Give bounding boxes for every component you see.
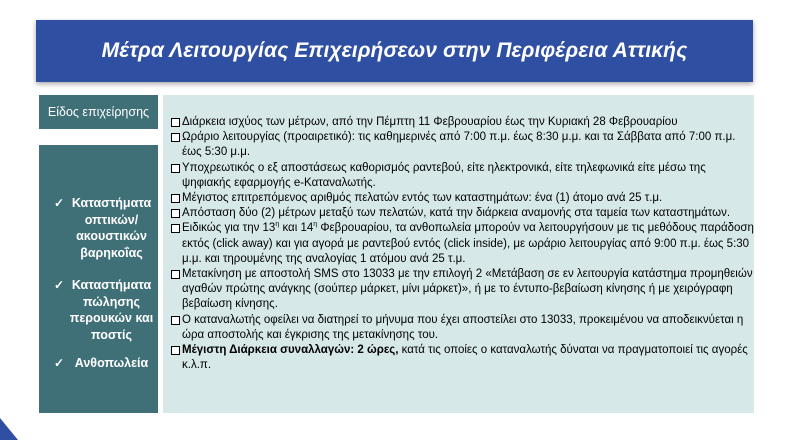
checkbox-bullet-icon [171,316,180,325]
business-type-label: Είδος επιχείρησης [47,105,150,119]
measure-item-max-customers [171,191,756,206]
measure-text: Μετακίνηση με αποστολή SMS στο 13033 με την επιλογή 2 «Μετάβαση σε εν λειτουργία κατάστημα προμηθειών αγαθών πρώτης ανάγκης (σούπερ μάρκετ, μίνι μάρκετ)», ή με το έντυπο-βεβαίωση κίνησης ή με χειρόγραφη βεβαίωση κίνησης. [182,268,753,311]
measure-item-duration [171,115,756,130]
slide-title: Μέτρα Λειτουργίας Επιχειρήσεων στην Περιφέρεια Αττικής [101,39,688,62]
checkbox-bullet-icon [171,164,180,173]
florists-intro-text: Ειδικώς για την 13 [182,222,276,235]
ordinal-superscript: η [313,221,318,229]
measure-item-florists [171,221,756,267]
florists-rest-text: Φεβρουαρίου, τα ανθοπωλεία μπορούν να λειτουργήσουν με τις μεθόδους παράδοση εκτός (click away) και για αγορά με ραντεβού εντός (click inside), με ωράριο λειτουργίας από 9:00 π.μ. έως 5:30 μ.μ. και τηρουμένης της αναλογίας 1 ατόμου ανά 25 τ.μ. [182,222,754,265]
measure-item-transaction-duration [171,343,756,373]
business-type-text: Ανθοπωλεία [74,356,149,370]
title-banner [36,20,753,82]
measure-item-distance [171,206,756,221]
business-type-text: Καταστήματα πώλησης περουκών και ποστίς [69,278,154,342]
measure-text-florists [182,222,754,264]
measure-item-sms [171,267,756,313]
measure-item-hours [171,130,756,160]
measure-text: Μέγιστος επιτρεπόμενος αριθμός πελατών εντός των καταστημάτων: ένα (1) άτομο ανά 25 τ.μ. [182,192,663,205]
florists-and-text: και 14 [279,222,314,235]
business-type-text: Καταστήματα οπτικών/ακουστικών βαρηκοΐας [71,196,152,260]
ordinal-superscript: η [275,221,280,229]
transaction-bold-text: Μέγιστη Διάρκεια συναλλαγών: 2 ώρες, [182,344,399,357]
business-types-panel [39,145,158,413]
measure-text: Ο καταναλωτής οφείλει να διατηρεί το μήνυμα που έχει αποστείλει στο 13033, προκειμένου να αποδεικνύεται η ώρα αποστολής και έγκρισης της μετακίνησης του. [182,313,744,341]
measure-item-retain-message [171,313,756,343]
checkbox-bullet-icon [171,346,180,355]
checkbox-bullet-icon [171,194,180,203]
measure-text: Ωράριο λειτουργίας (προαιρετικό): τις καθημερινές από 7:00 π.μ. έως 8:30 μ.μ. και τα Σάββατα από 7:00 π.μ. έως 5:30 μ.μ. [182,131,736,159]
checkbox-bullet-icon [171,118,180,127]
measure-text: Υποχρεωτικός ο εξ αποστάσεως καθορισμός ραντεβού, είτε ηλεκτρονικά, είτε τηλεφωνικά είτε μέσω της ψηφιακής εφαρμογής e-Καταναλωτής. [182,161,706,189]
checkbox-bullet-icon [171,133,180,142]
checkmark-icon: ✓ [54,196,65,210]
measure-text-transaction [182,344,748,371]
measure-text: Διάρκεια ισχύος των μέτρων, από την Πέμπτη 11 Φεβρουαρίου έως την Κυριακή 28 Φεβρουαρίου [182,116,678,128]
corner-accent-decoration [0,418,18,440]
checkbox-bullet-icon [171,224,180,233]
measure-text: Απόσταση δύο (2) μέτρων μεταξύ των πελατών, κατά την διάρκεια αναμονής στα ταμεία των καταστημάτων. [182,207,731,220]
measure-item-appointment [171,161,756,191]
checkbox-bullet-icon [171,209,180,218]
transaction-rest-text: κατά τις οποίες ο καταναλωτής δύναται να πραγματοποιεί τις αγορές κ.λ.π. [182,344,748,372]
checkmark-icon: ✓ [54,278,65,292]
business-type-header [39,95,158,129]
measures-list [171,115,756,373]
checkmark-icon: ✓ [54,356,65,370]
checkbox-bullet-icon [171,270,180,279]
